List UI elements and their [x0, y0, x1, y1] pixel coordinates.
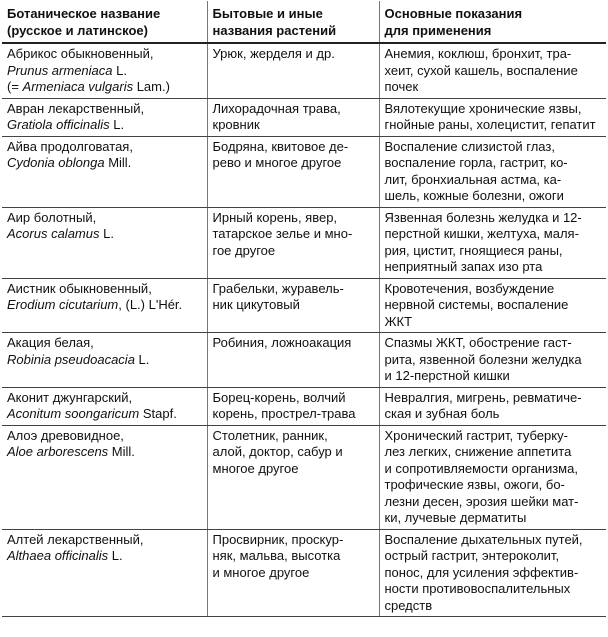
indications-cell	[379, 387, 606, 425]
latin-name: Robinia pseudoacacia	[7, 351, 135, 367]
common-name-line: гое другое	[212, 242, 276, 258]
indication-line: лезни десен, эрозия шейки мат-	[384, 493, 579, 509]
indication-line: острый гастрит, энтероколит,	[384, 548, 560, 563]
indication-line: Вялотекущие хронические язвы,	[384, 100, 582, 116]
indication-line: Спазмы ЖКТ, обострение гаст-	[384, 335, 572, 350]
header-botanical-name: Ботаническое название (русское и латинское)	[2, 1, 207, 43]
common-name-line: Робиния, ложноакация	[212, 335, 352, 350]
latin-name: Althaea officinalis	[7, 548, 109, 563]
indications-cell	[379, 278, 606, 333]
indication-line: гнойные раны, холецистит, гепатит	[384, 117, 596, 132]
indication-line: Воспаление слизистой глаз,	[384, 138, 555, 154]
common-names-cell	[207, 425, 379, 529]
common-name-line: и многое другое	[212, 564, 310, 580]
common-names-cell	[207, 43, 379, 98]
indications-cell	[379, 425, 606, 529]
table-row	[2, 136, 606, 207]
latin-name: Acorus calamus	[7, 226, 100, 241]
common-name-line: алой, доктор, сабур и	[212, 444, 343, 459]
common-names-cell	[207, 207, 379, 278]
table-row	[2, 425, 606, 529]
russian-name: Аконит джунгарский,	[7, 389, 133, 405]
indication-line: понос, для усиления эффектив-	[384, 564, 579, 580]
botanical-name-cell	[2, 529, 207, 617]
table-row	[2, 207, 606, 278]
author-abbrev: L.	[108, 548, 123, 563]
indication-line: Анемия, коклюш, бронхит, тра-	[384, 46, 572, 61]
indication-line: хеит, сухой кашель, воспаление	[384, 62, 578, 78]
indication-line: ности противовоспалительных	[384, 581, 571, 596]
botanical-name-cell	[2, 333, 207, 388]
russian-name: Аир болотный,	[7, 209, 97, 225]
botanical-name-cell	[2, 387, 207, 425]
table-row	[2, 387, 606, 425]
indication-line: ки, лучевые дерматиты	[384, 510, 527, 525]
latin-name-line	[7, 155, 202, 172]
russian-name: Аистник обыкновенный,	[7, 280, 152, 296]
russian-name: Айва продолговатая,	[7, 138, 133, 154]
latin-name-line	[7, 117, 202, 134]
author-abbrev: L.	[134, 351, 150, 367]
indications-cell	[379, 529, 606, 617]
botanical-name-cell	[2, 136, 207, 207]
common-name-line: кровник	[212, 117, 260, 132]
common-name-line: Урюк, жерделя и др.	[212, 46, 335, 61]
common-name-line: ник цикутовый	[212, 297, 300, 312]
author-abbrev: Stapf.	[139, 406, 177, 421]
russian-name: Алтей лекарственный,	[7, 531, 144, 547]
indications-cell	[379, 43, 606, 98]
indication-line: перстной кишки, желтуха, маля-	[384, 226, 579, 241]
latin-name: Gratiola officinalis	[7, 117, 110, 132]
common-name-line: многое другое	[212, 460, 299, 476]
indications-cell	[379, 207, 606, 278]
common-names-cell	[207, 387, 379, 425]
table-row	[2, 98, 606, 136]
table-row	[2, 278, 606, 333]
synonym-suffix: Lam.)	[133, 79, 170, 94]
table-row	[2, 529, 606, 617]
latin-name: Erodium cicutarium	[7, 297, 119, 312]
latin-name: Prunus armeniaca	[7, 62, 113, 78]
indication-line: почек	[384, 79, 419, 94]
table-row	[2, 43, 606, 98]
indication-line: ЖКТ	[384, 313, 413, 329]
synonym-line	[7, 79, 202, 96]
common-names-cell	[207, 333, 379, 388]
indication-line: Воспаление дыхательных путей,	[384, 531, 583, 547]
indication-line: Язвенная болезнь желудка и 12-	[384, 209, 582, 225]
header-indications: Основные показания для применения	[379, 1, 606, 43]
common-name-line: Столетник, ранник,	[212, 427, 328, 443]
latin-name-line	[7, 444, 202, 461]
latin-name-line	[7, 63, 202, 80]
common-name-line: рево и многое другое	[212, 155, 342, 170]
indications-cell	[379, 333, 606, 388]
author-abbrev: L.	[112, 62, 127, 78]
russian-name: Авран лекарственный,	[7, 100, 145, 116]
latin-name-line	[7, 548, 202, 565]
common-names-cell	[207, 529, 379, 617]
header-common-names: Бытовые и иные названия растений	[207, 1, 379, 43]
russian-name: Абрикос обыкновенный,	[7, 46, 154, 61]
botanical-name-cell	[2, 207, 207, 278]
plants-table	[2, 1, 606, 617]
indication-line: рия, цистит, гноящиеся раны,	[384, 242, 563, 258]
indication-line: ская и зубная боль	[384, 406, 500, 421]
author-abbrev: L.	[109, 117, 125, 132]
common-name-line: Лихорадочная трава,	[212, 100, 341, 116]
russian-name: Алоэ древовидное,	[7, 427, 124, 443]
indication-line: воспаление горла, гастрит, ко-	[384, 155, 568, 170]
indication-line: трофические язвы, ожоги, бо-	[384, 477, 565, 492]
common-name-line: Грабельки, журавель-	[212, 280, 344, 296]
indication-line: и сопротивляемости организма,	[384, 460, 578, 476]
common-names-cell	[207, 98, 379, 136]
author-abbrev: , (L.) L'Hér.	[118, 297, 183, 312]
botanical-name-cell	[2, 98, 207, 136]
common-names-cell	[207, 136, 379, 207]
botanical-name-cell	[2, 425, 207, 529]
latin-name: Cydonia oblonga	[7, 155, 105, 170]
synonym-latin: Armeniaca vulgaris	[22, 79, 134, 94]
botanical-name-cell	[2, 43, 207, 98]
header-row	[2, 1, 606, 43]
indication-line: средств	[384, 597, 433, 613]
indication-line: лез легких, снижение аппетита	[384, 444, 572, 459]
common-names-cell	[207, 278, 379, 333]
common-name-line: татарское зелье и мно-	[212, 226, 353, 241]
latin-name-line	[7, 406, 202, 423]
indication-line: рита, язвенной болезни желудка	[384, 351, 582, 367]
common-name-line: Борец-корень, волчий	[212, 389, 346, 405]
indications-cell	[379, 98, 606, 136]
russian-name: Акация белая,	[7, 335, 94, 350]
indication-line: нервной системы, воспаление	[384, 297, 569, 312]
common-name-line: няк, мальва, высотка	[212, 548, 341, 563]
latin-name: Aloe arborescens	[7, 444, 109, 459]
author-abbrev: Mill.	[104, 155, 132, 170]
latin-name-line	[7, 297, 202, 314]
author-abbrev: Mill.	[108, 444, 135, 459]
botanical-name-cell	[2, 278, 207, 333]
indication-line: Кровотечения, возбуждение	[384, 280, 555, 296]
indications-cell	[379, 136, 606, 207]
common-name-line: корень, прострел-трава	[212, 406, 356, 421]
author-abbrev: L.	[99, 226, 114, 241]
table-row	[2, 333, 606, 388]
latin-name-line	[7, 226, 202, 243]
indication-line: и 12-перстной кишки	[384, 368, 510, 383]
latin-name: Aconitum soongaricum	[7, 406, 140, 421]
indication-line: неприятный запах изо рта	[384, 259, 543, 274]
indication-line: Хронический гастрит, туберку-	[384, 427, 568, 443]
indication-line: лит, бронхиальная астма, ка-	[384, 171, 562, 187]
indication-line: Невралгия, мигрень, ревматиче-	[384, 389, 582, 405]
latin-name-line	[7, 352, 202, 369]
indication-line: шель, кожные болезни, ожоги	[384, 188, 564, 203]
synonym-prefix: (=	[7, 79, 23, 94]
common-name-line: Бодряна, квитовое де-	[212, 138, 349, 154]
common-name-line: Просвирник, проскур-	[212, 531, 344, 547]
common-name-line: Ирный корень, явер,	[212, 209, 338, 225]
